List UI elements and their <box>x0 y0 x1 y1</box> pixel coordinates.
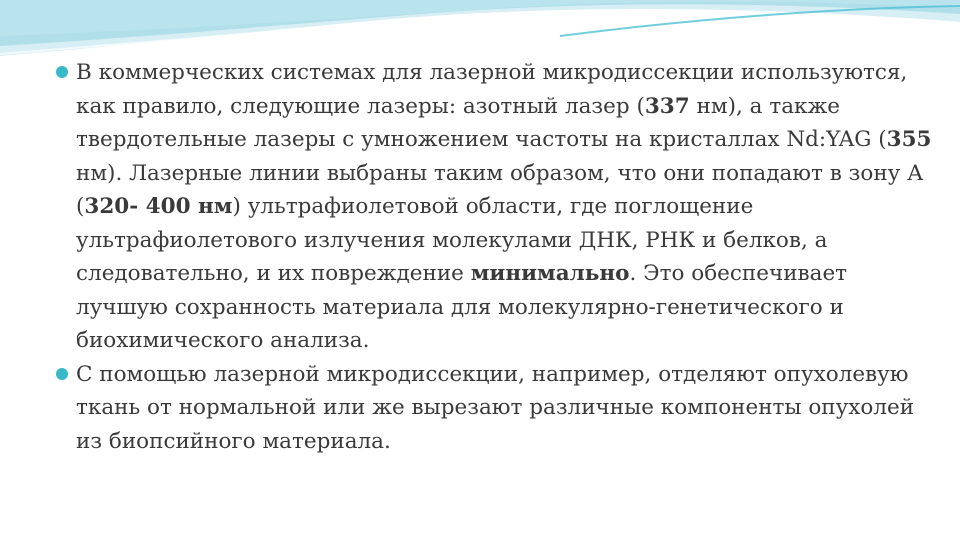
bullet-paragraph-2 <box>52 358 932 459</box>
bullet-2-text: С помощью лазерной микродиссекции, например, отделяют опухолевую ткань от нормальной или же вырезают различные компоненты опухолей из биопсийного материала. <box>76 361 915 454</box>
bullet-1-text-part-4: ) ультрафиолетовой области, где поглощение ультрафиолетового излучения молекулами ДНК, РНК и белков, а следовательно, и их повреждение <box>76 194 828 286</box>
slide-body <box>52 56 932 526</box>
bullet-1-text-part-5: . Это обеспечивает лучшую сохранность материала для молекулярно-генетического и биохимического анализа. <box>76 261 848 353</box>
bullet-1-bold-range: 320- 400 нм <box>84 194 233 219</box>
bullet-dot-icon <box>56 368 68 380</box>
bullet-dot-icon <box>56 66 68 78</box>
bullet-paragraph-1 <box>52 56 932 358</box>
bullet-1-bold-minimal: минимально <box>470 261 630 286</box>
bullet-1-text-part-2: нм), а также твердотельные лазеры с умножением частоты на кристаллах Nd:YAG ( <box>76 93 887 152</box>
bullet-1-bold-337: 337 <box>644 93 690 119</box>
decorative-wave-header <box>0 0 960 60</box>
bullet-1-text-part-3: нм). Лазерные линии выбраны таким образом, что они попадают в зону А ( <box>76 160 924 219</box>
bullet-1-text-part-1: В коммерческих системах для лазерной микродиссекции используются, как правило, следующие лазеры: азотный лазер ( <box>76 60 908 119</box>
bullet-1-bold-355: 355 <box>886 127 932 152</box>
